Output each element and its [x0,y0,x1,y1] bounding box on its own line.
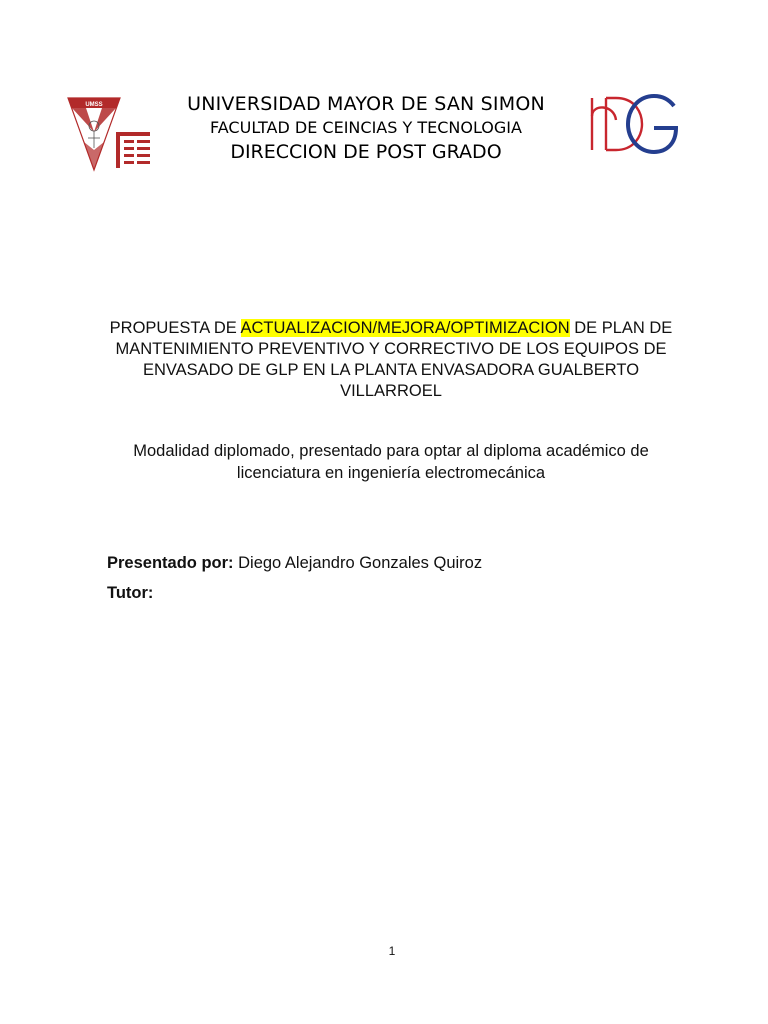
title-highlight: ACTUALIZACION/MEJORA/OPTIMIZACION [240,319,570,337]
faculty-name: FACULTAD DE CEINCIAS Y TECNOLOGIA [210,118,522,137]
umss-shield-text: UMSS [85,102,103,108]
thesis-title [96,318,686,402]
title-prefix: PROPUESTA DE [109,319,241,337]
page-number: 1 [388,944,396,958]
presented-by-value: Diego Alejandro Gonzales Quiroz [233,554,483,572]
institution-header [150,92,582,164]
presented-by [107,552,482,574]
umss-logo [66,94,154,174]
umss-shield-icon [68,98,120,170]
presented-by-label: Presentado por: [107,554,234,572]
title-rest: DE PLAN DE MANTENIMIENTO PREVENTIVO Y CORRECTIVO DE LOS EQUIPOS DE ENVASADO DE GLP EN LA PLANTA ENVASADORA GUALBERTO VILLARROEL [115,319,673,400]
dpg-logo-icon [586,92,682,156]
university-name: UNIVERSIDAD MAYOR DE SAN SIMON [187,93,545,115]
tutor-label: Tutor: [107,584,154,602]
modality-text: Modalidad diplomado, presentado para optar al diploma académico de licenciatura en ingeniería electromecánica [133,442,649,482]
direction-name: DIRECCION DE POST GRADO [230,141,502,163]
fcyt-logo-icon [116,132,150,168]
tutor [107,582,153,604]
